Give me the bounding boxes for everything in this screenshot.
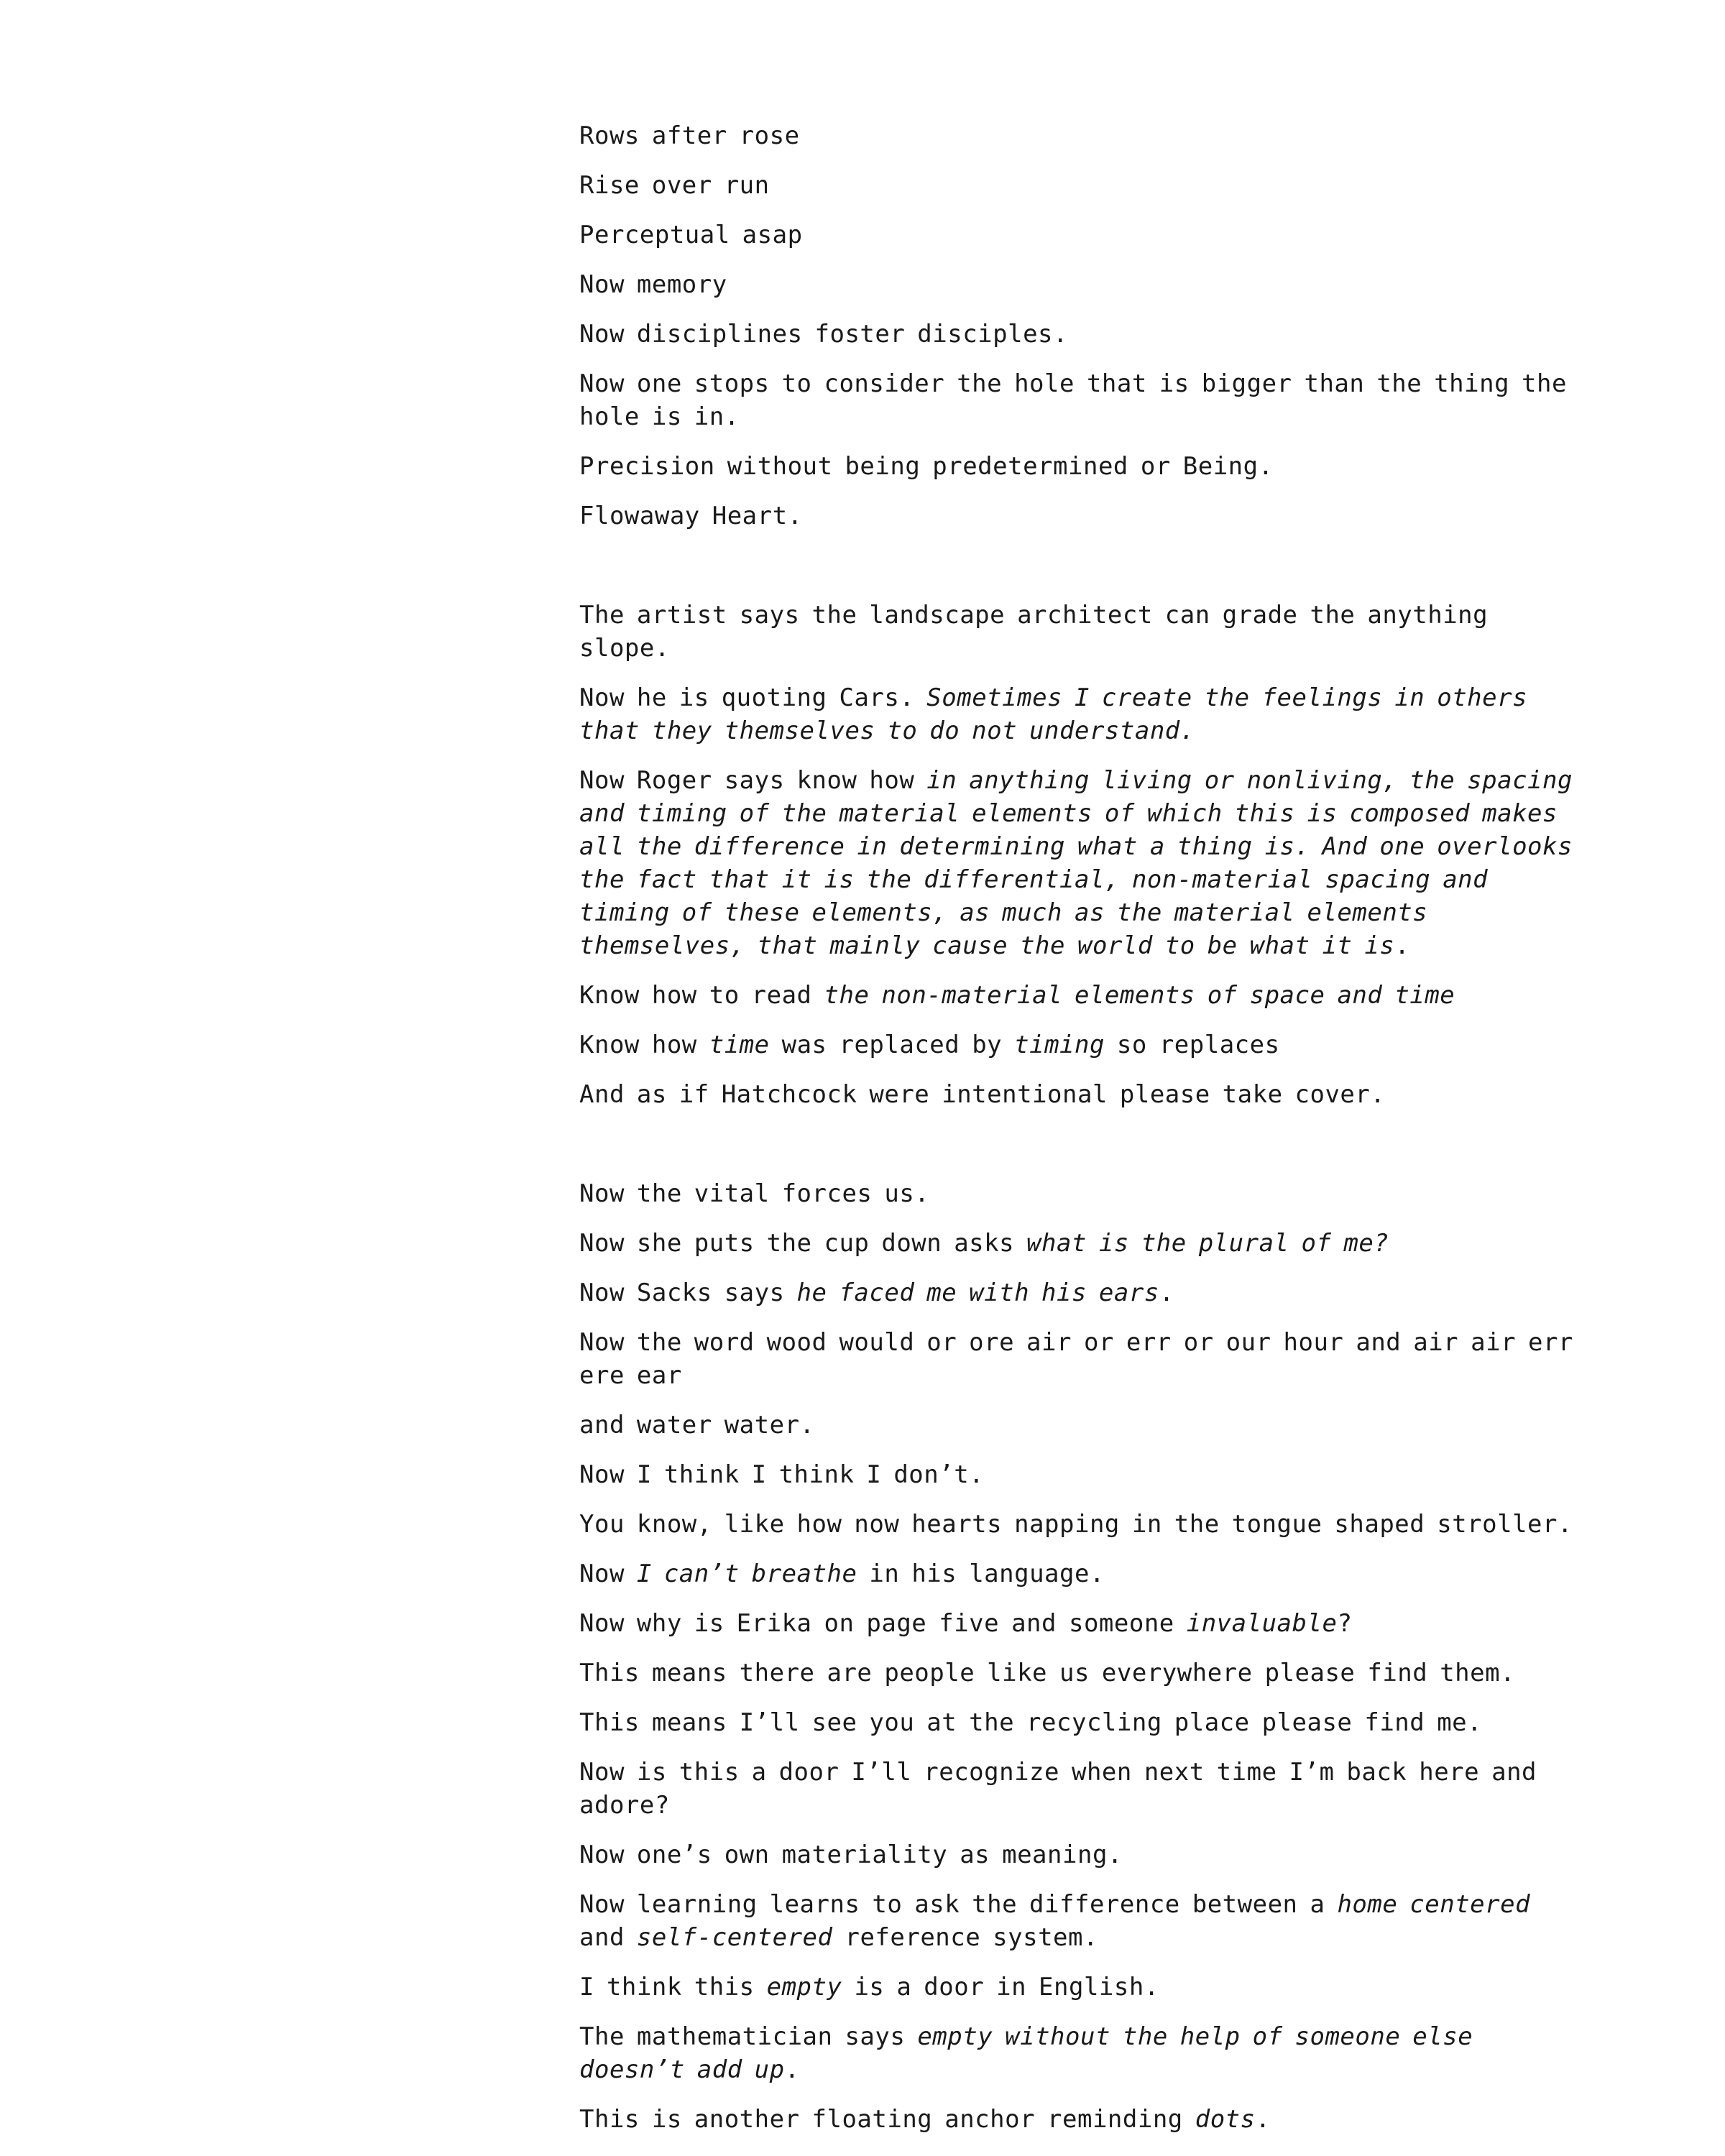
poem-line xyxy=(579,450,1578,483)
poem-line xyxy=(579,2020,1578,2086)
poem-line xyxy=(579,1458,1578,1491)
poem-line xyxy=(579,1508,1578,1541)
line-text: Now is this a door I’ll recognize when next time I’m back here and adore? xyxy=(579,1758,1537,1820)
line-text: . xyxy=(1394,931,1410,960)
poem-line xyxy=(579,599,1578,665)
line-text: This is another floating anchor reminding xyxy=(579,2105,1195,2134)
line-text: Know how to read xyxy=(579,981,824,1010)
poem-line xyxy=(579,1607,1578,1640)
line-text: Now he is quoting Cars. xyxy=(579,683,927,712)
poem-line xyxy=(579,1078,1578,1111)
line-text: Now the word wood would or ore air or err or our hour and air air err ere ear xyxy=(579,1328,1573,1390)
italic-text: time xyxy=(709,1031,770,1059)
italic-text: I can’t breathe xyxy=(636,1560,857,1588)
line-text: And as if Hatchcock were intentional please take cover. xyxy=(579,1080,1386,1109)
poem-line xyxy=(579,1409,1578,1442)
line-text: is a door in English. xyxy=(842,1973,1159,2001)
italic-text: timing xyxy=(1014,1031,1105,1059)
stanza-break xyxy=(579,1128,1578,1177)
italic-text: self-centered xyxy=(636,1923,833,1952)
line-text: Know how xyxy=(579,1031,709,1059)
line-text: was replaced by xyxy=(769,1031,1015,1059)
poem-line xyxy=(579,268,1578,301)
poem-line xyxy=(579,1706,1578,1739)
stanza-break xyxy=(579,549,1578,599)
line-text: Perceptual asap xyxy=(579,221,803,249)
poem-line xyxy=(579,1227,1578,1260)
poem-line xyxy=(579,1838,1578,1871)
poem-line xyxy=(579,1557,1578,1590)
poem-line xyxy=(579,499,1578,533)
line-text: so replaces xyxy=(1104,1031,1280,1059)
line-text: Now xyxy=(579,1560,637,1588)
poem-line xyxy=(579,119,1578,152)
poem-line xyxy=(579,1971,1578,2004)
line-text: Rows after rose xyxy=(579,121,800,150)
line-text: The mathematician says xyxy=(579,2022,918,2051)
line-text: . xyxy=(1159,1279,1174,1307)
poem-line xyxy=(579,1177,1578,1210)
italic-text: Sometimes I create the feelings in others that they themselves to do not understand. xyxy=(579,683,1528,745)
italic-text: what is the plural of me? xyxy=(1026,1229,1389,1258)
poem-line xyxy=(579,2103,1578,2136)
line-text: Now one stops to consider the hole that is bigger than the thing the hole is in. xyxy=(579,369,1567,431)
poem-line xyxy=(579,1657,1578,1690)
line-text: This means I’ll see you at the recycling place please find me. xyxy=(579,1708,1483,1737)
line-text: and xyxy=(579,1923,637,1952)
line-text: in his language. xyxy=(857,1560,1105,1588)
italic-text: empty xyxy=(766,1973,842,2001)
italic-text: dots xyxy=(1195,2105,1256,2134)
italic-text: empty without the help of someone else doesn’t add up xyxy=(579,2022,1473,2084)
poem-line xyxy=(579,1326,1578,1392)
italic-text: he faced me with his ears xyxy=(796,1279,1159,1307)
poem-line xyxy=(579,367,1578,433)
poem-line xyxy=(579,1276,1578,1309)
line-text: . xyxy=(1255,2105,1271,2134)
line-text: . xyxy=(784,2055,800,2084)
poem-line xyxy=(579,218,1578,252)
italic-text: in anything living or nonliving, the spacing and timing of the material elements of which this is composed makes all the difference in determining what a thing is. And one overlooks the fact that it is the differential, non-material spacing and timing of these elements, as much as the material elements themselves, that mainly cause the world to be what it is xyxy=(579,766,1573,960)
italic-text: invaluable xyxy=(1186,1609,1338,1638)
poem-line xyxy=(579,979,1578,1012)
italic-text: home centered xyxy=(1337,1890,1531,1919)
poem-line xyxy=(579,681,1578,747)
line-text: Now learning learns to ask the difference between a xyxy=(579,1890,1338,1919)
line-text: Now I think I think I don’t. xyxy=(579,1460,985,1489)
line-text: Now she puts the cup down asks xyxy=(579,1229,1027,1258)
line-text: Flowaway Heart. xyxy=(579,502,803,530)
poem-line xyxy=(579,1756,1578,1822)
line-text: Now memory xyxy=(579,270,727,299)
line-text: Now one’s own materiality as meaning. xyxy=(579,1841,1123,1869)
poem-body xyxy=(579,119,1578,2152)
line-text: reference system. xyxy=(832,1923,1098,1952)
line-text: and water water. xyxy=(579,1411,815,1439)
line-text: The artist says the landscape architect can grade the anything slope. xyxy=(579,601,1489,663)
line-text: I think this xyxy=(579,1973,767,2001)
poem-line xyxy=(579,1028,1578,1061)
poem-line xyxy=(579,169,1578,202)
line-text: Rise over run xyxy=(579,171,770,200)
line-text: You know, like how now hearts napping in the tongue shaped stroller. xyxy=(579,1510,1573,1539)
poem-line xyxy=(579,1888,1578,1954)
line-text: Now Sacks says xyxy=(579,1279,797,1307)
italic-text: the non-material elements of space and time xyxy=(824,981,1455,1010)
stanza xyxy=(579,599,1578,1111)
poem-line xyxy=(579,764,1578,962)
line-text: This means there are people like us everywhere please find them. xyxy=(579,1659,1516,1687)
stanza xyxy=(579,119,1578,533)
poem-line xyxy=(579,318,1578,351)
line-text: Precision without being predetermined or Being. xyxy=(579,452,1274,481)
line-text: Now the vital forces us. xyxy=(579,1179,930,1208)
line-text: ? xyxy=(1337,1609,1353,1638)
line-text: Now why is Erika on page five and someone xyxy=(579,1609,1187,1638)
line-text: Now disciplines foster disciples. xyxy=(579,320,1069,349)
stanza xyxy=(579,1177,1578,2136)
line-text: Now Roger says know how xyxy=(579,766,927,795)
